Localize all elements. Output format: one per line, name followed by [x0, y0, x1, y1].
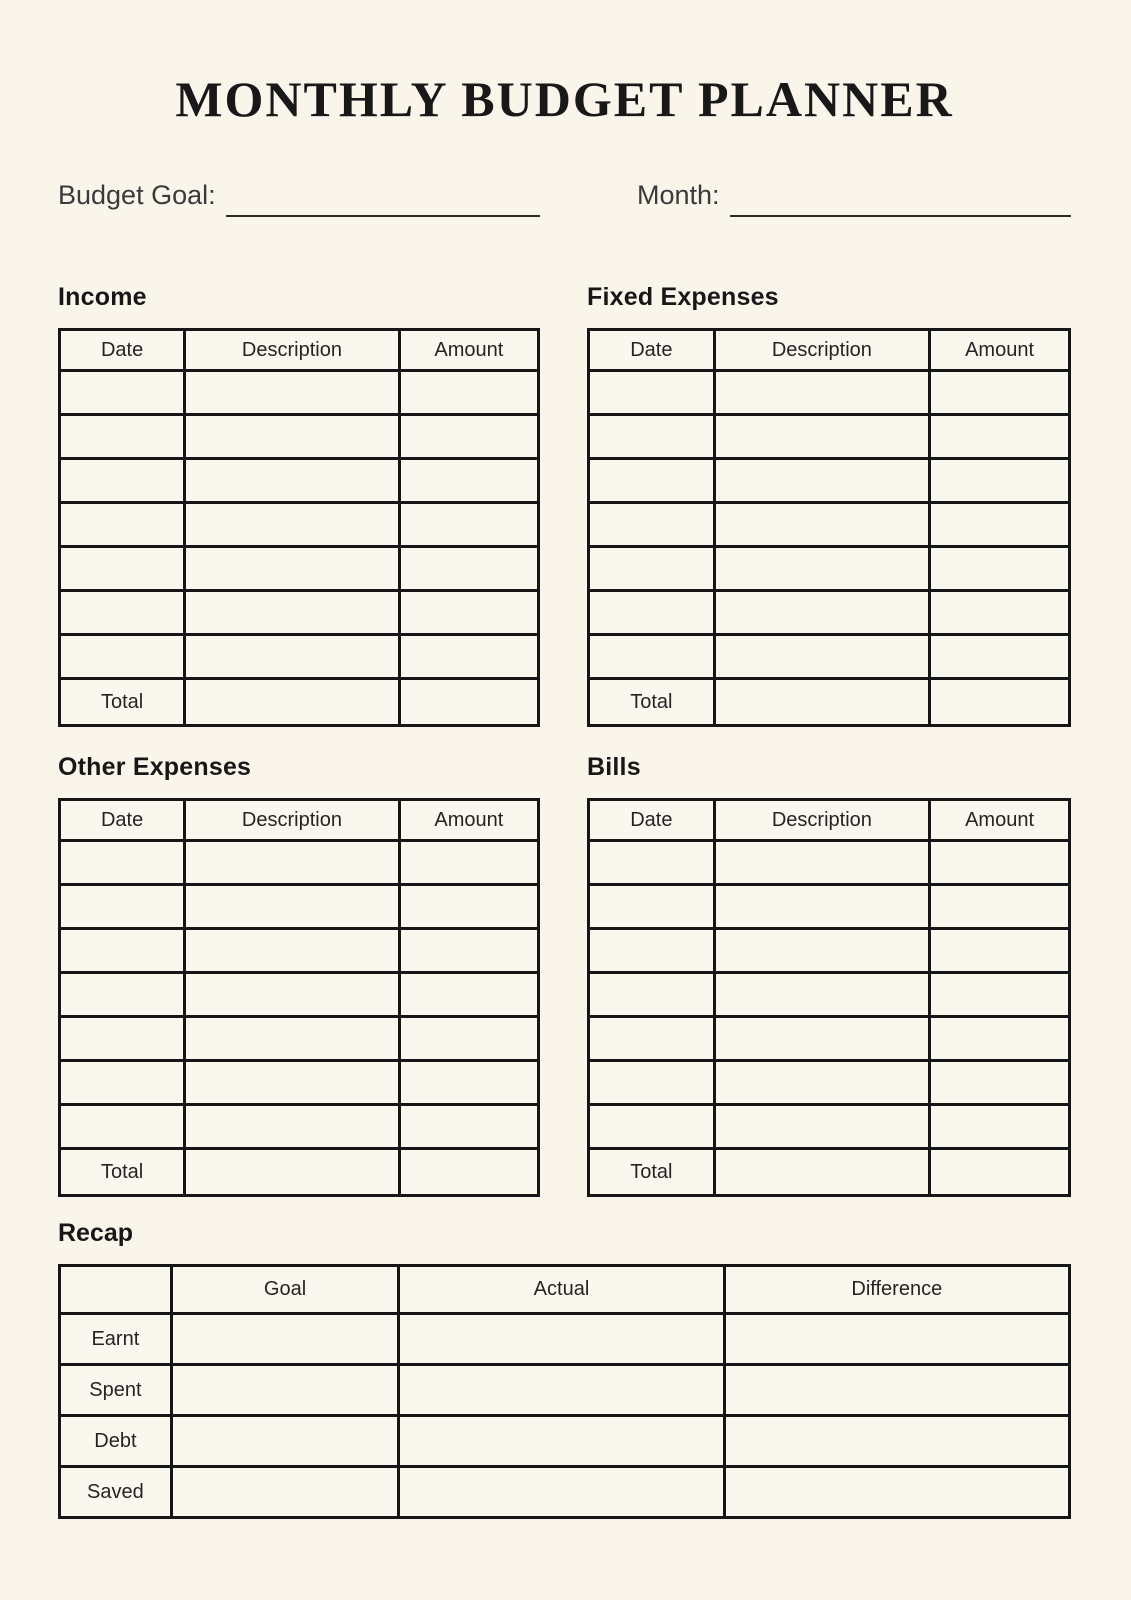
- income-heading: Income: [58, 283, 147, 312]
- recap-row-label: Debt: [60, 1416, 172, 1467]
- table-header-row: [589, 330, 1070, 371]
- empty-cell[interactable]: [60, 1017, 185, 1061]
- page-title: MONTHLY BUDGET PLANNER: [175, 71, 954, 127]
- column-header-description: Description: [714, 330, 929, 371]
- table-row: [589, 635, 1070, 679]
- recap-header-actual: Actual: [399, 1266, 724, 1314]
- fixed-expenses-section: [587, 283, 1071, 727]
- total-amount-cell[interactable]: [930, 679, 1070, 726]
- total-description-cell[interactable]: [714, 679, 929, 726]
- total-row: [60, 1149, 539, 1196]
- empty-cell[interactable]: [60, 371, 185, 415]
- fixed-expenses-table: [587, 328, 1071, 727]
- table-row: [589, 1105, 1070, 1149]
- empty-cell[interactable]: [185, 503, 400, 547]
- table-row: [60, 547, 539, 591]
- tables-row-2: [58, 753, 1071, 1197]
- table-row: [60, 929, 539, 973]
- empty-cell[interactable]: [589, 885, 715, 929]
- table-row: [60, 635, 539, 679]
- empty-cell[interactable]: [589, 1061, 715, 1105]
- table-row: [60, 973, 539, 1017]
- table-row: [589, 973, 1070, 1017]
- empty-cell[interactable]: [185, 1105, 400, 1149]
- table-row: [60, 1061, 539, 1105]
- empty-cell[interactable]: [185, 547, 400, 591]
- empty-cell[interactable]: [185, 1017, 400, 1061]
- table-row: [60, 1017, 539, 1061]
- recap-header-goal: Goal: [171, 1266, 399, 1314]
- recap-row-saved: [60, 1467, 1070, 1518]
- empty-cell[interactable]: [589, 635, 715, 679]
- spent-goal-cell[interactable]: [171, 1365, 399, 1416]
- other-expenses-section: [58, 753, 540, 1197]
- recap-table: [58, 1264, 1071, 1519]
- total-label: Total: [60, 1149, 185, 1196]
- debt-difference-cell[interactable]: [724, 1416, 1069, 1467]
- empty-cell[interactable]: [185, 973, 400, 1017]
- debt-actual-cell[interactable]: [399, 1416, 724, 1467]
- empty-cell[interactable]: [589, 371, 715, 415]
- table-header-row: [60, 330, 539, 371]
- empty-cell[interactable]: [714, 503, 929, 547]
- table-header-row: [589, 800, 1070, 841]
- bills-table: [587, 798, 1071, 1197]
- empty-cell[interactable]: [589, 973, 715, 1017]
- empty-cell[interactable]: [589, 459, 715, 503]
- empty-cell[interactable]: [60, 929, 185, 973]
- column-header-amount: Amount: [399, 800, 538, 841]
- empty-cell[interactable]: [399, 371, 538, 415]
- empty-cell[interactable]: [399, 973, 538, 1017]
- empty-cell[interactable]: [714, 371, 929, 415]
- empty-cell[interactable]: [60, 459, 185, 503]
- earnt-actual-cell[interactable]: [399, 1314, 724, 1365]
- empty-cell[interactable]: [399, 1061, 538, 1105]
- saved-difference-cell[interactable]: [724, 1467, 1069, 1518]
- earnt-difference-cell[interactable]: [724, 1314, 1069, 1365]
- empty-cell[interactable]: [930, 929, 1070, 973]
- month-field: [587, 180, 1071, 211]
- recap-header-blank: [60, 1266, 172, 1314]
- table-row: [589, 1061, 1070, 1105]
- other-expenses-heading: Other Expenses: [58, 753, 252, 782]
- table-row: [60, 885, 539, 929]
- column-header-description: Description: [185, 330, 400, 371]
- column-header-date: Date: [60, 330, 185, 371]
- empty-cell[interactable]: [60, 841, 185, 885]
- empty-cell[interactable]: [589, 1017, 715, 1061]
- empty-cell[interactable]: [399, 1105, 538, 1149]
- table-header-row: [60, 800, 539, 841]
- recap-row-debt: [60, 1416, 1070, 1467]
- total-label: Total: [589, 1149, 715, 1196]
- empty-cell[interactable]: [185, 415, 400, 459]
- fixed-expenses-heading: Fixed Expenses: [587, 283, 779, 312]
- empty-cell[interactable]: [589, 415, 715, 459]
- column-header-date: Date: [589, 330, 715, 371]
- empty-cell[interactable]: [399, 635, 538, 679]
- total-amount-cell[interactable]: [399, 1149, 538, 1196]
- total-row: [589, 1149, 1070, 1196]
- empty-cell[interactable]: [714, 929, 929, 973]
- empty-cell[interactable]: [60, 1061, 185, 1105]
- column-header-date: Date: [60, 800, 185, 841]
- table-row: [589, 547, 1070, 591]
- empty-cell[interactable]: [589, 929, 715, 973]
- empty-cell[interactable]: [399, 591, 538, 635]
- empty-cell[interactable]: [399, 841, 538, 885]
- empty-cell[interactable]: [714, 841, 929, 885]
- empty-cell[interactable]: [60, 973, 185, 1017]
- table-row: [589, 459, 1070, 503]
- empty-cell[interactable]: [714, 1105, 929, 1149]
- empty-cell[interactable]: [714, 459, 929, 503]
- empty-cell[interactable]: [930, 841, 1070, 885]
- empty-cell[interactable]: [930, 1061, 1070, 1105]
- budget-goal-field: [58, 180, 540, 211]
- column-header-description: Description: [714, 800, 929, 841]
- empty-cell[interactable]: [714, 547, 929, 591]
- other-expenses-table: [58, 798, 540, 1197]
- recap-header-difference: Difference: [724, 1266, 1069, 1314]
- empty-cell[interactable]: [930, 885, 1070, 929]
- bills-section: [587, 753, 1071, 1197]
- empty-cell[interactable]: [589, 547, 715, 591]
- recap-row-label: Spent: [60, 1365, 172, 1416]
- empty-cell[interactable]: [930, 503, 1070, 547]
- empty-cell[interactable]: [714, 885, 929, 929]
- empty-cell[interactable]: [399, 929, 538, 973]
- table-row: [589, 503, 1070, 547]
- empty-cell[interactable]: [185, 371, 400, 415]
- empty-cell[interactable]: [589, 1105, 715, 1149]
- empty-cell[interactable]: [930, 591, 1070, 635]
- total-description-cell[interactable]: [185, 679, 400, 726]
- empty-cell[interactable]: [930, 1017, 1070, 1061]
- recap-row-earnt: [60, 1314, 1070, 1365]
- saved-actual-cell[interactable]: [399, 1467, 724, 1518]
- empty-cell[interactable]: [60, 635, 185, 679]
- table-row: [60, 591, 539, 635]
- total-label: Total: [60, 679, 185, 726]
- empty-cell[interactable]: [60, 885, 185, 929]
- empty-cell[interactable]: [930, 459, 1070, 503]
- month-label: Month:: [637, 180, 720, 210]
- recap-row-label: Earnt: [60, 1314, 172, 1365]
- column-header-amount: Amount: [399, 330, 538, 371]
- fields-row: [58, 180, 1071, 211]
- empty-cell[interactable]: [399, 503, 538, 547]
- month-input-line[interactable]: [730, 187, 1071, 217]
- total-row: [60, 679, 539, 726]
- empty-cell[interactable]: [185, 1061, 400, 1105]
- earnt-goal-cell[interactable]: [171, 1314, 399, 1365]
- empty-cell[interactable]: [589, 841, 715, 885]
- empty-cell[interactable]: [930, 371, 1070, 415]
- total-label: Total: [589, 679, 715, 726]
- total-description-cell[interactable]: [714, 1149, 929, 1196]
- empty-cell[interactable]: [714, 415, 929, 459]
- empty-cell[interactable]: [930, 415, 1070, 459]
- total-description-cell[interactable]: [185, 1149, 400, 1196]
- recap-row-spent: [60, 1365, 1070, 1416]
- budget-goal-label: Budget Goal:: [58, 180, 216, 210]
- empty-cell[interactable]: [185, 591, 400, 635]
- table-row: [589, 841, 1070, 885]
- empty-cell[interactable]: [399, 415, 538, 459]
- table-row: [60, 371, 539, 415]
- empty-cell[interactable]: [60, 1105, 185, 1149]
- spent-difference-cell[interactable]: [724, 1365, 1069, 1416]
- bills-heading: Bills: [587, 753, 641, 782]
- empty-cell[interactable]: [185, 841, 400, 885]
- empty-cell[interactable]: [589, 591, 715, 635]
- empty-cell[interactable]: [60, 591, 185, 635]
- income-section: [58, 283, 540, 727]
- table-row: [589, 885, 1070, 929]
- recap-heading: Recap: [58, 1219, 134, 1248]
- empty-cell[interactable]: [185, 459, 400, 503]
- total-row: [589, 679, 1070, 726]
- empty-cell[interactable]: [714, 635, 929, 679]
- empty-cell[interactable]: [60, 415, 185, 459]
- table-row: [589, 415, 1070, 459]
- table-row: [60, 1105, 539, 1149]
- empty-cell[interactable]: [930, 1105, 1070, 1149]
- empty-cell[interactable]: [399, 1017, 538, 1061]
- table-row: [589, 1017, 1070, 1061]
- debt-goal-cell[interactable]: [171, 1416, 399, 1467]
- column-header-description: Description: [185, 800, 400, 841]
- empty-cell[interactable]: [714, 1017, 929, 1061]
- table-row: [589, 371, 1070, 415]
- empty-cell[interactable]: [714, 1061, 929, 1105]
- empty-cell[interactable]: [930, 973, 1070, 1017]
- recap-section: [58, 1219, 1071, 1519]
- empty-cell[interactable]: [399, 547, 538, 591]
- spent-actual-cell[interactable]: [399, 1365, 724, 1416]
- column-header-date: Date: [589, 800, 715, 841]
- recap-header-row: [60, 1266, 1070, 1314]
- total-amount-cell[interactable]: [930, 1149, 1070, 1196]
- table-row: [60, 415, 539, 459]
- table-row: [60, 841, 539, 885]
- recap-row-label: Saved: [60, 1467, 172, 1518]
- table-row: [589, 929, 1070, 973]
- income-table: [58, 328, 540, 727]
- empty-cell[interactable]: [60, 547, 185, 591]
- empty-cell[interactable]: [185, 635, 400, 679]
- tables-row-1: [58, 283, 1071, 727]
- column-header-amount: Amount: [930, 330, 1070, 371]
- empty-cell[interactable]: [930, 635, 1070, 679]
- empty-cell[interactable]: [714, 591, 929, 635]
- table-row: [60, 503, 539, 547]
- saved-goal-cell[interactable]: [171, 1467, 399, 1518]
- empty-cell[interactable]: [589, 503, 715, 547]
- empty-cell[interactable]: [714, 973, 929, 1017]
- empty-cell[interactable]: [930, 547, 1070, 591]
- table-row: [589, 591, 1070, 635]
- empty-cell[interactable]: [185, 929, 400, 973]
- empty-cell[interactable]: [399, 459, 538, 503]
- total-amount-cell[interactable]: [399, 679, 538, 726]
- column-header-amount: Amount: [930, 800, 1070, 841]
- budget-goal-input-line[interactable]: [226, 187, 540, 217]
- empty-cell[interactable]: [60, 503, 185, 547]
- empty-cell[interactable]: [399, 885, 538, 929]
- empty-cell[interactable]: [185, 885, 400, 929]
- table-row: [60, 459, 539, 503]
